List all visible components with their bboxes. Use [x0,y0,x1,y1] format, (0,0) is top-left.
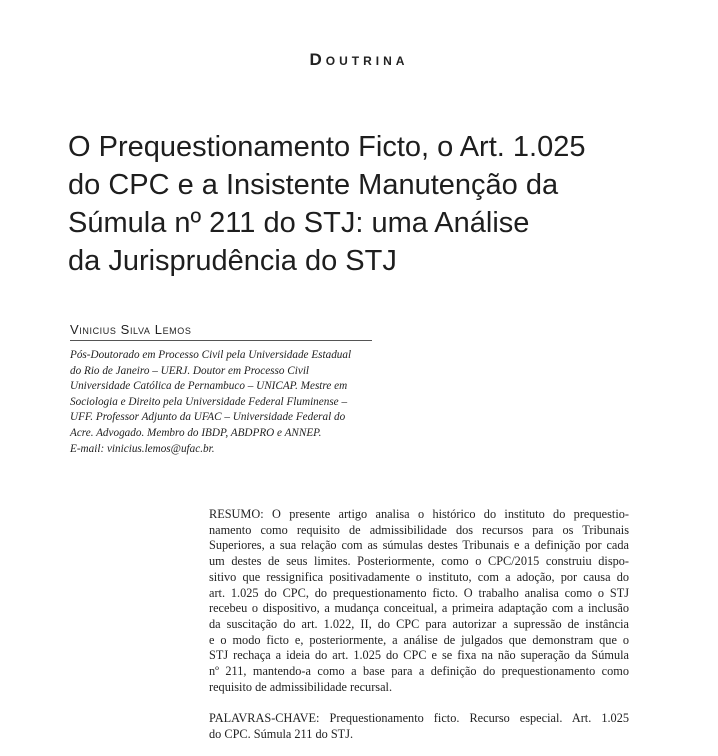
bio-line: Universidade Católica de Pernambuco – UNICAP. Mestre em [70,380,348,393]
title-line: O Prequestionamento Ficto, o Art. 1.025 [68,131,586,163]
abstract-line: RESUMO: O presente artigo analisa o histórico do instituto do prequestio- [209,507,629,521]
abstract-line: requisito de admissibilidade recursal. [209,679,393,694]
abstract-line: e o modo ficto e, posteriormente, a análise de julgados que demonstram que o [209,632,629,647]
keywords [209,711,629,742]
abstract-line: um destes de seus limites. Posteriormente, como o CPC/2015 construiu dispo- [209,554,629,569]
abstract-line: namento como requisito de admissibilidade dos recursos para os Tribunais [209,522,629,537]
bio-line: UFF. Professor Adjunto da UFAC – Universidade Federal do [70,411,346,424]
bio-line: Pós-Doutorado em Processo Civil pela Universidade Estadual [70,349,352,361]
abstract-line: da suscitação do art. 1.022, II, do CPC para autorizar a supressão de instância [209,616,629,631]
abstract-line: recebeu o dispositivo, a mudança conceitual, a primeira adaptação com a inclusão [209,601,629,616]
author-name: Vinicius Silva Lemos [70,322,372,341]
abstract-line: art. 1.025 do CPC, do prequestionamento ficto. O trabalho analisa como o STJ [209,585,629,600]
keywords-line: do CPC. Súmula 211 do STJ. [209,726,354,741]
bio-line: Sociologia e Direito pela Universidade Federal Fluminense – [70,395,348,408]
abstract [209,507,629,695]
author-bio [70,348,375,457]
title-line: Súmula nº 211 do STJ: uma Análise [68,207,530,239]
abstract-line: Superiores, a sua relação com as súmulas destes Tribunais e a definição por cada [209,538,629,553]
title-line: do CPC e a Insistente Manutenção da [68,169,559,201]
abstract-line: sitivo que ressignifica positivadamente o instituto, com a adoção, por causa do [209,569,629,584]
keywords-line: PALAVRAS-CHAVE: Prequestionamento ficto. Recurso especial. Art. 1.025 [209,711,629,725]
bio-line: Acre. Advogado. Membro do IBDP, ABDPRO e ANNEP. [70,426,322,439]
section-label: Doutrina [309,50,409,69]
title-line: da Jurisprudência do STJ [68,245,397,277]
bio-line: do Rio de Janeiro – UERJ. Doutor em Processo Civil [70,364,310,377]
bio-line: E-mail: vinicius.lemos@ufac.br. [70,442,215,455]
article-title [68,128,628,280]
abstract-line: nº 211, mantendo-a como a base para a definição do prequestionamento como [209,664,629,679]
abstract-line: STJ rechaça a ideia do art. 1.025 do CPC e se fixa na não superação da Súmula [209,648,629,663]
